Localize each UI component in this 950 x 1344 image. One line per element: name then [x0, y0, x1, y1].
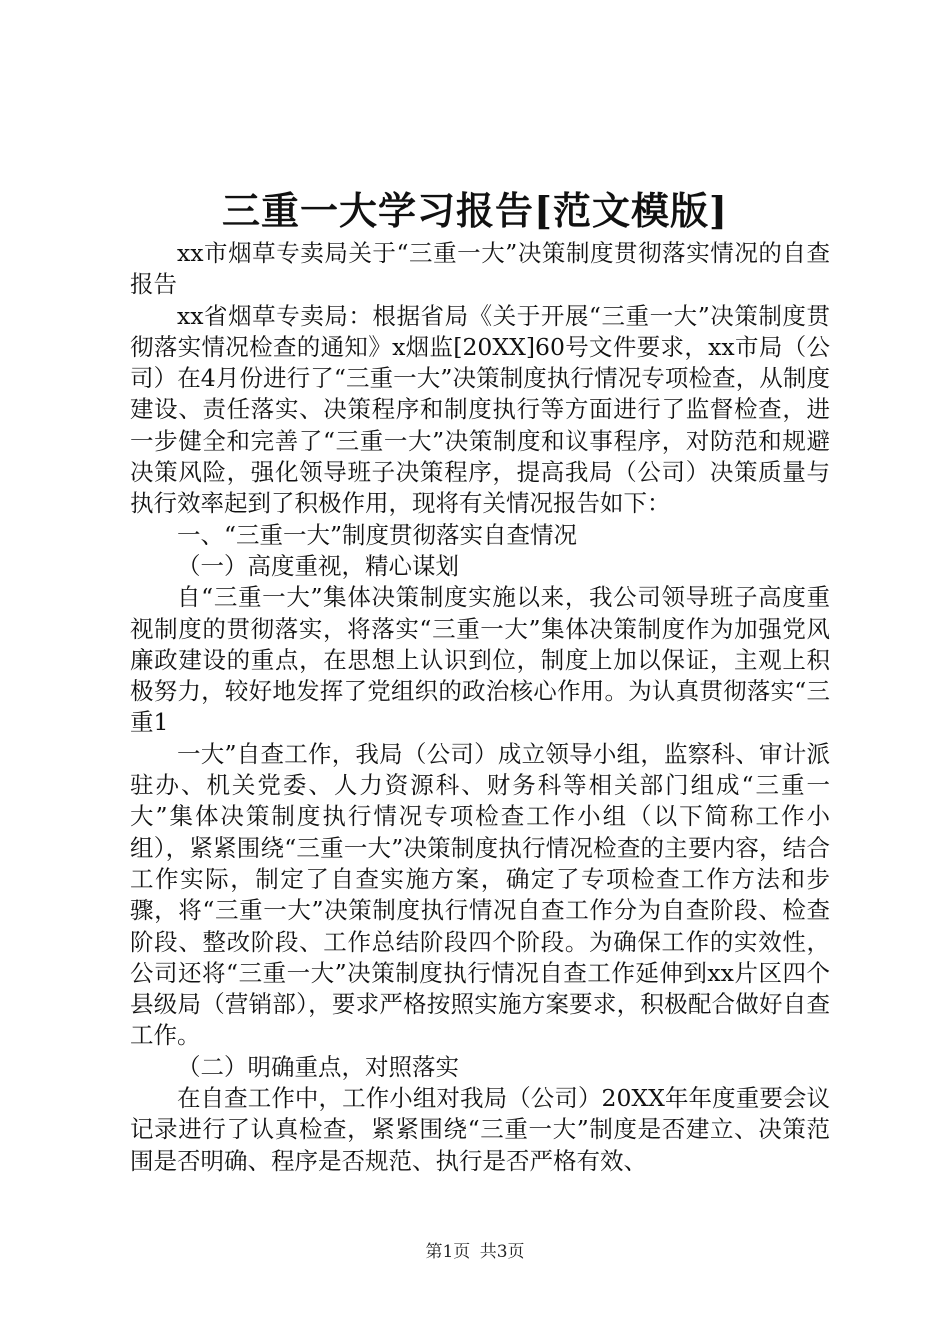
body-paragraph: xx省烟草专卖局：根据省局《关于开展“三重一大”决策制度贯彻落实情况检查的通知》x烟监[20XX]60号文件要求，xx市局（公司）在4月份进行了“三重一大”决策制度执行情况专项检查，从制度建设、责任落实、决策程序和制度执行等方面进行了监督检查，进一步健全和完善了“三重一大”决策制度和议事程序，对防范和规避决策风险，强化领导班子决策程序，提高我局（公司）决策质量与执行效率起到了积极作用，现将有关情况报告如下： — [130, 301, 830, 518]
document-title: 三重一大学习报告[范文模版] — [222, 188, 728, 233]
section-heading-1: 一、“三重一大”制度贯彻落实自查情况 — [177, 520, 578, 549]
page-footer — [0, 1241, 950, 1263]
body-paragraph: 一大”自查工作，我局（公司）成立领导小组，监察科、审计派驻办、机关党委、人力资源科、财务科等相关部门组成“三重一大”集体决策制度执行情况专项检查工作小组（以下简称工作小组），紧紧围绕“三重一大”决策制度执行情况检查的主要内容，结合工作实际，制定了自查实施方案，确定了专项检查工作方法和步骤，将“三重一大”决策制度执行情况自查工作分为自查阶段、检查阶段、整改阶段、工作总结阶段四个阶段。为确保工作的实效性，公司还将“三重一大”决策制度执行情况自查工作延伸到xx片区四个县级局（营销部），要求严格按照实施方案要求，积极配合做好自查工作。 — [130, 739, 830, 1050]
page-number: 第1页 — [425, 1242, 471, 1262]
page-total: 共3页 — [479, 1242, 525, 1262]
report-heading: xx市烟草专卖局关于“三重一大”决策制度贯彻落实情况的自查报告 — [130, 239, 830, 299]
body-paragraph: 自“三重一大”集体决策制度实施以来，我公司领导班子高度重视制度的贯彻落实，将落实“三重一大”集体决策制度作为加强党风廉政建设的重点，在思想上认识到位，制度上加以保证，主观上积极努力，较好地发挥了党组织的政治核心作用。为认真贯彻落实“三重1 — [130, 583, 830, 737]
document-body — [130, 238, 830, 1177]
body-paragraph: 在自查工作中，工作小组对我局（公司）20XX年年度重要会议记录进行了认真检查，紧紧围绕“三重一大”制度是否建立、决策范围是否明确、程序是否规范、执行是否严格有效、 — [130, 1084, 830, 1175]
subsection-heading-1: （一）高度重视，精心谋划 — [177, 551, 459, 580]
subsection-heading-2: （二）明确重点，对照落实 — [177, 1052, 459, 1081]
